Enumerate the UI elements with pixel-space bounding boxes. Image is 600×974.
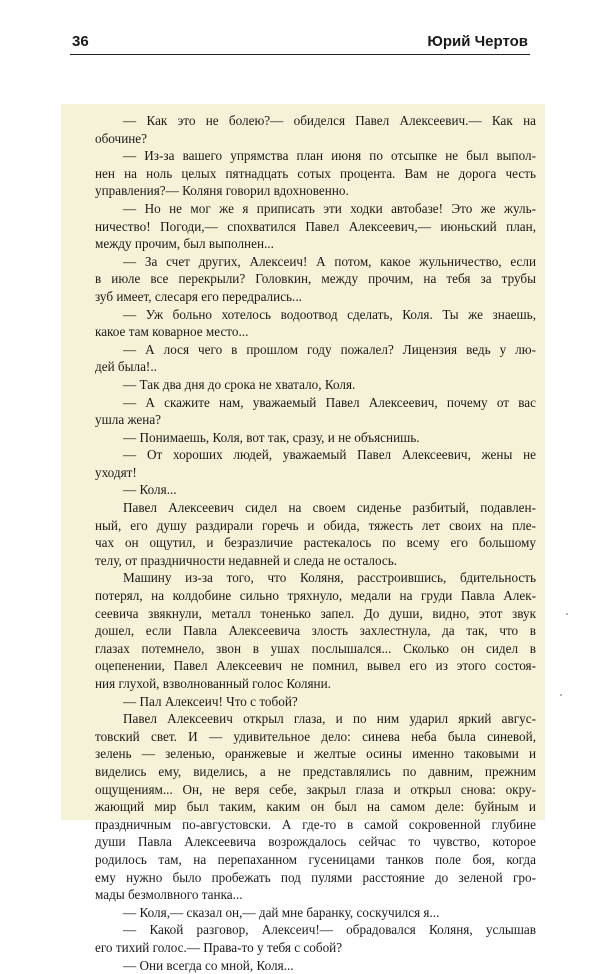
text-line: товский свет. И — удивительное дело: синева неба была синевой, [95, 728, 536, 746]
text-line: — Какой разговор, Алексеич!— обрадовался Коляня, услышав [95, 921, 536, 939]
text-line: — Пал Алексеич! Что с тобой? [95, 693, 536, 711]
text-line: — От хороших людей, уважаемый Павел Алексеевич, жены не [95, 446, 536, 464]
text-line: — Уж больно хотелось водоотвод сделать, Коля. Ты же знаешь, [95, 306, 536, 324]
text-line: ощущениям... Он, не веря себе, закрыл глаза и открыл снова: окру- [95, 781, 536, 799]
text-line: — А лося чего в прошлом году пожалел? Лицензия ведь у лю- [95, 341, 536, 359]
text-line: — Коля... [95, 481, 536, 499]
text-line: дей была!.. [95, 358, 536, 376]
text-line: между прочим, был выполнен... [95, 235, 536, 253]
text-line: зуб имеет, слесаря его передрались... [95, 288, 536, 306]
running-title-author: Юрий Чертов [427, 33, 528, 50]
text-line: души Павла Алексеевича возрождалось сейчас то чувство, которое [95, 833, 536, 851]
text-line: потерял, на колдобине сильно тряхнуло, медали на груди Павла Алек- [95, 587, 536, 605]
text-line: его тихий голос.— Права-то у тебя с собой? [95, 939, 536, 957]
text-line: телу, от праздничности недавней и следа не осталось. [95, 552, 536, 570]
text-line: зелень — зеленью, оранжевые и желтые осины именно таковыми и [95, 745, 536, 763]
text-line: Машину из-за того, что Коляня, расстроившись, бдительность [95, 569, 536, 587]
text-line: — Так два дня до срока не хватало, Коля. [95, 376, 536, 394]
text-line: — А скажите нам, уважаемый Павел Алексеевич, почему от вас [95, 394, 536, 412]
text-line: уходят! [95, 464, 536, 482]
text-line: — Из-за вашего упрямства план июня по отсыпке не был выпол- [95, 147, 536, 165]
text-line: — Они всегда со мной, Коля... [95, 957, 536, 974]
text-line: какое там коварное место... [95, 323, 536, 341]
page-number: 36 [72, 33, 89, 50]
text-line: Павел Алексеевич открыл глаза, и по ним ударил яркий авгус- [95, 710, 536, 728]
paper-speck [566, 613, 568, 615]
text-line: Павел Алексеевич сидел на своем сиденье разбитый, подавлен- [95, 499, 536, 517]
text-line: праздничным по-августовски. А где-то в самой сокровенной глубине [95, 816, 536, 834]
text-line: — Понимаешь, Коля, вот так, сразу, и не объяснишь. [95, 429, 536, 447]
text-line: ему нужно было пробежать под пулями расстояние до зеленой гро- [95, 869, 536, 887]
text-line: — За счет других, Алексеич! А потом, какое жульничество, если [95, 253, 536, 271]
text-line: дошел, если Павла Алексеевича злость захлестнула, да так, что в [95, 622, 536, 640]
text-line: обочине? [95, 130, 536, 148]
text-line: — Но не мог же я приписать эти ходки автобазе! Это же жуль- [95, 200, 536, 218]
paper-speck [560, 694, 562, 696]
text-line: ушла жена? [95, 411, 536, 429]
text-line: ничество! Погоди,— спохватился Павел Алексеевич,— июньский план, [95, 218, 536, 236]
text-line: оцепенении, Павел Алексеевич не помнил, вывел его из этого состоя- [95, 657, 536, 675]
text-line: в июле все перекрыли? Головкин, между прочим, на тебя за трубы [95, 270, 536, 288]
page-header [70, 28, 530, 55]
text-line: родилось там, на перепаханном гусеницами танков поле боя, когда [95, 851, 536, 869]
text-line: виделись ему, виделись, а не представлялись по давним, прежним [95, 763, 536, 781]
text-line: мады безмолвного танка... [95, 886, 536, 904]
text-line: — Коля,— сказал он,— дай мне баранку, соскучился я... [95, 904, 536, 922]
text-line: глазах потемнело, звон в ушах послышался... Сколько он сидел в [95, 640, 536, 658]
text-line: управления?— Коляня говорил вдохновенно. [95, 182, 536, 200]
text-line: сеевича звякнули, металл тоненько запел. До души, видно, этот звук [95, 605, 536, 623]
text-line: — Как это не болею?— обиделся Павел Алексеевич.— Как на [95, 112, 536, 130]
text-line: ный, его душу раздирали горечь и обида, тяжесть лет своих на пле- [95, 517, 536, 535]
text-line: чах он ощутил, и безразличие растекалось по всему его большому [95, 534, 536, 552]
text-line: ния глухой, взволнованный голос Коляни. [95, 675, 536, 693]
body-text [61, 104, 545, 820]
text-line: нен на ноль целых пятнадцать сотых процента. Вам не дорога честь [95, 165, 536, 183]
text-line: жающий мир был таким, каким он был на самом деле: буйным и [95, 798, 536, 816]
